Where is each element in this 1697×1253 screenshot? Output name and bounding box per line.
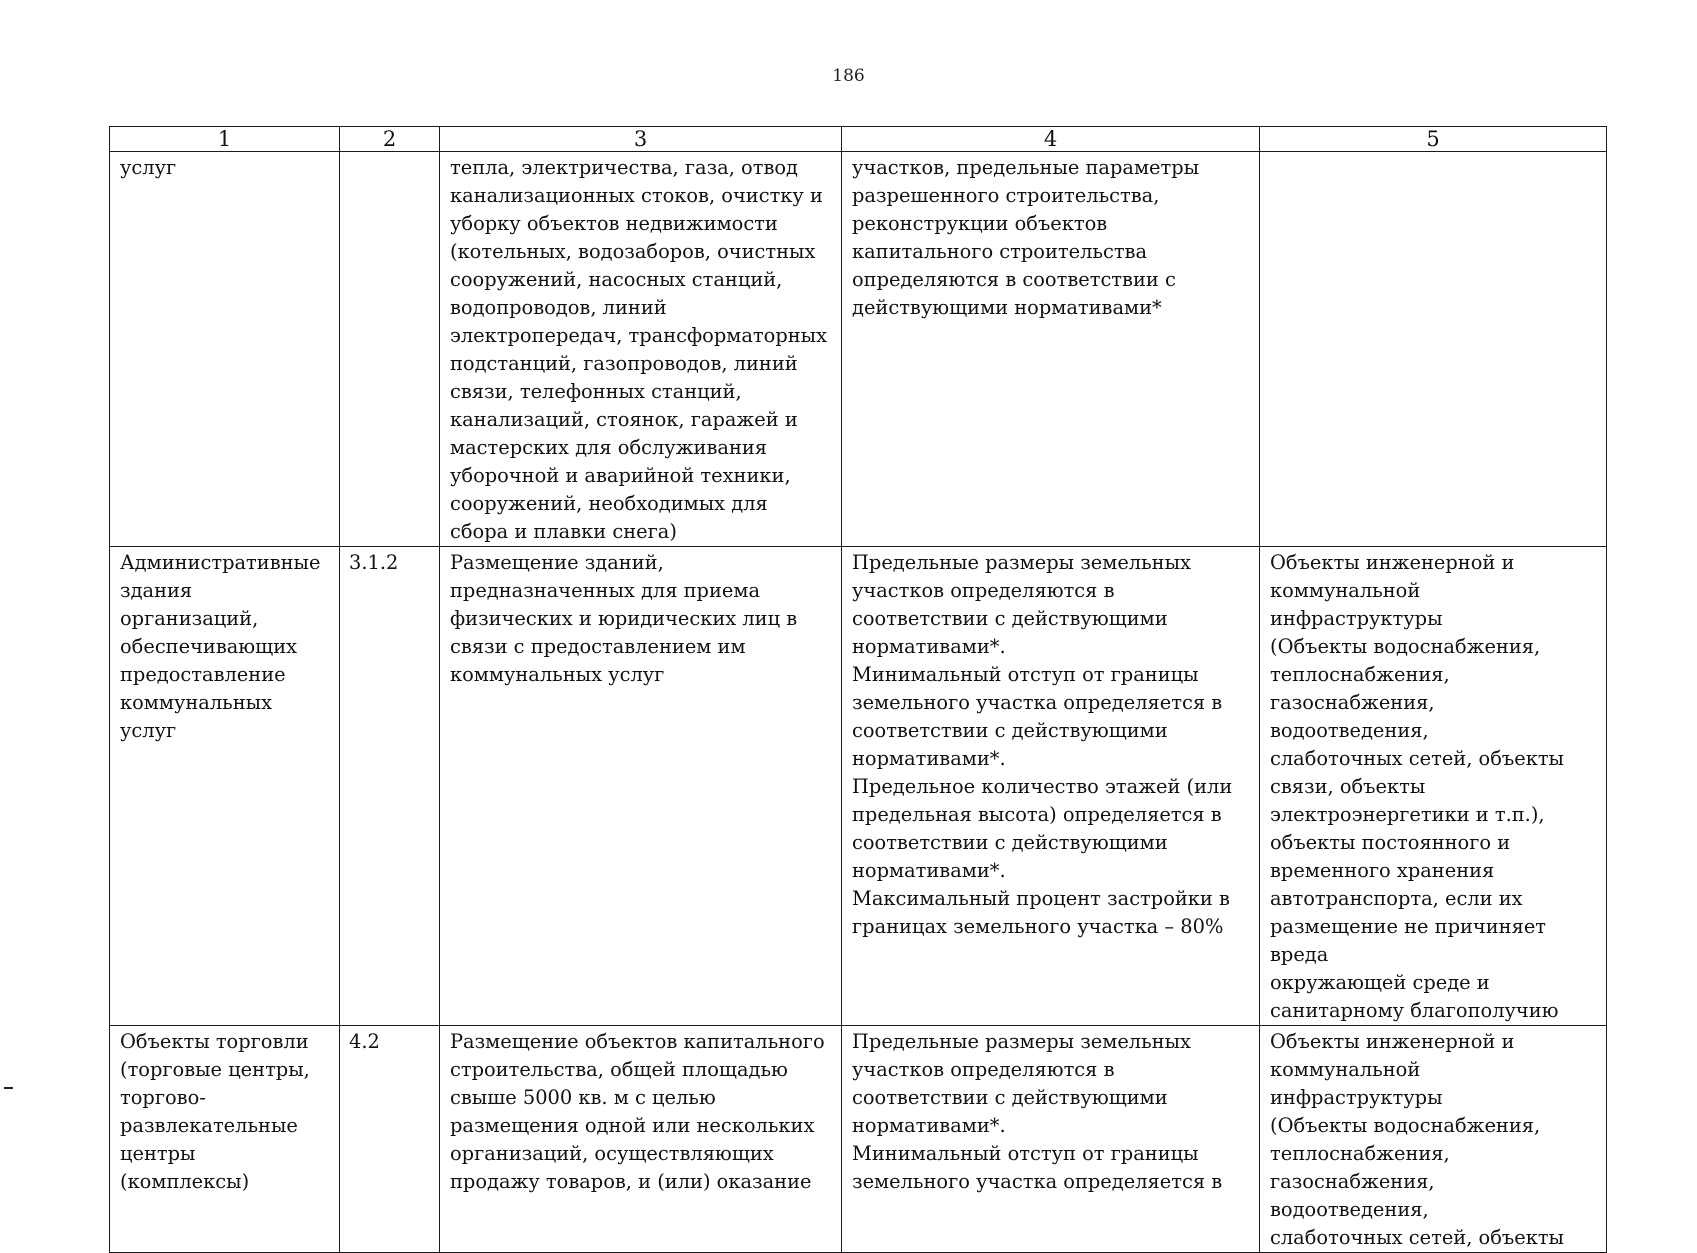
auxiliary-uses-cell bbox=[1260, 152, 1607, 547]
table-row bbox=[110, 547, 1607, 1026]
auxiliary-uses-cell: Объекты инженерной и коммунальной инфраструктуры (Объекты водоснабжения, теплоснабжения, газоснабжения, водоотведения, слаботочных сетей, объекты связи, объекты электроэнергетики и т.п.), объекты постоянного и временного хранения автотранспорта, если их размещение не причиняет вреда окружающей среде и санитарному благополучию bbox=[1260, 547, 1607, 1026]
margin-mark bbox=[4, 1087, 13, 1089]
table-header-row bbox=[110, 127, 1607, 152]
parameters-cell: Предельные размеры земельных участков определяются в соответствии с действующими нормативами*. Минимальный отступ от границы земельного участка определяется в соответствии с действующими нормативами*. Предельное количество этажей (или предельная высота) определяется в соответствии с действующими нормативами*. Максимальный процент застройки в границах земельного участка – 80% bbox=[842, 547, 1260, 1026]
description-cell: Размещение зданий, предназначенных для приема физических и юридических лиц в связи с предоставлением им коммунальных услуг bbox=[440, 547, 842, 1026]
code-cell: 4.2 bbox=[340, 1026, 440, 1253]
object-name-cell: Объекты торговли (торговые центры, торгово- развлекательные центры (комплексы) bbox=[110, 1026, 340, 1253]
parameters-cell: участков, предельные параметры разрешенного строительства, реконструкции объектов капитального строительства определяются в соответствии с действующими нормативами* bbox=[842, 152, 1260, 547]
object-name-cell: Административные здания организаций, обеспечивающих предоставление коммунальных услуг bbox=[110, 547, 340, 1026]
column-header: 4 bbox=[842, 127, 1260, 152]
column-header: 1 bbox=[110, 127, 340, 152]
code-cell: 3.1.2 bbox=[340, 547, 440, 1026]
zoning-table bbox=[109, 126, 1607, 1253]
auxiliary-uses-cell: Объекты инженерной и коммунальной инфраструктуры (Объекты водоснабжения, теплоснабжения, газоснабжения, водоотведения, слаботочных сетей, объекты bbox=[1260, 1026, 1607, 1253]
column-header: 3 bbox=[440, 127, 842, 152]
description-cell: Размещение объектов капитального строительства, общей площадью свыше 5000 кв. м с целью размещения одной или нескольких организаций, осуществляющих продажу товаров, и (или) оказание bbox=[440, 1026, 842, 1253]
object-name-cell: услуг bbox=[110, 152, 340, 547]
table-row bbox=[110, 152, 1607, 547]
table-row bbox=[110, 1026, 1607, 1253]
column-header: 2 bbox=[340, 127, 440, 152]
code-cell bbox=[340, 152, 440, 547]
page-number: 186 bbox=[832, 66, 865, 86]
description-cell: тепла, электричества, газа, отвод канализационных стоков, очистку и уборку объектов недвижимости (котельных, водозаборов, очистных сооружений, насосных станций, водопроводов, линий электропередач, трансформаторных подстанций, газопроводов, линий связи, телефонных станций, канализаций, стоянок, гаражей и мастерских для обслуживания уборочной и аварийной техники, сооружений, необходимых для сбора и плавки снега) bbox=[440, 152, 842, 547]
parameters-cell: Предельные размеры земельных участков определяются в соответствии с действующими нормативами*. Минимальный отступ от границы земельного участка определяется в bbox=[842, 1026, 1260, 1253]
column-header: 5 bbox=[1260, 127, 1607, 152]
